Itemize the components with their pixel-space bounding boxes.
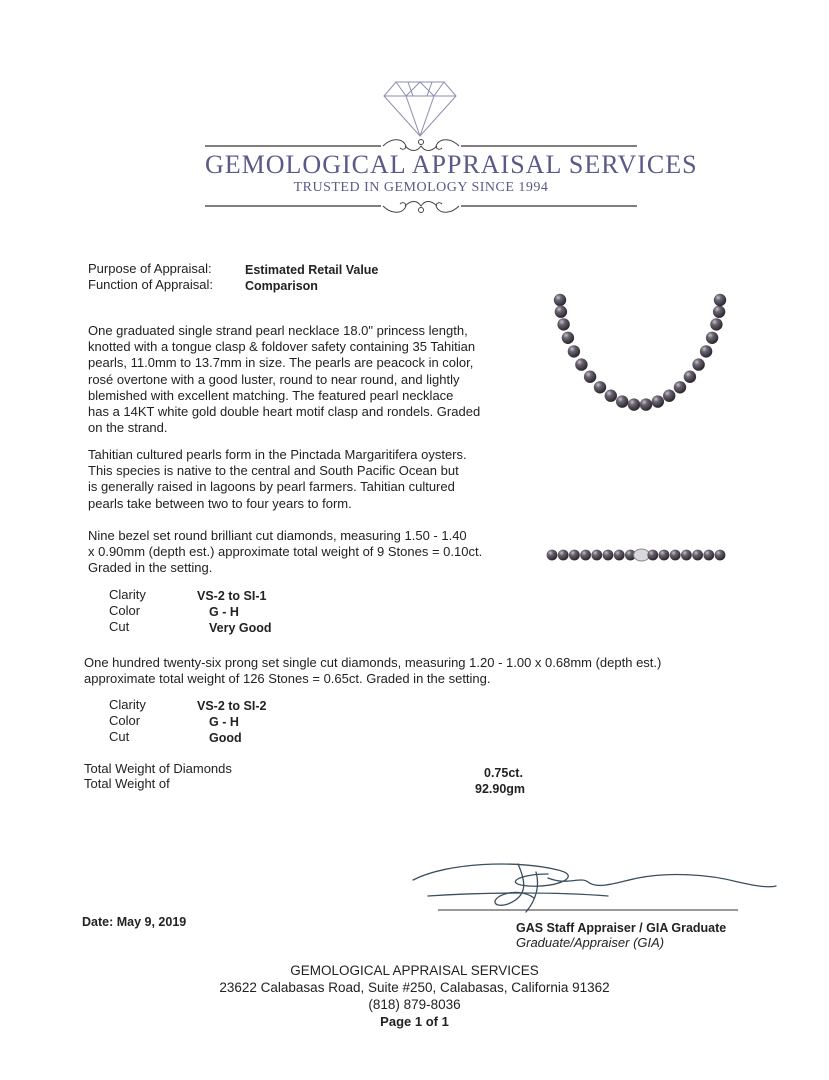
footer-address: 23622 Calabasas Road, Suite #250, Calabasas, California 91362 [219, 980, 610, 995]
info-line: This species is native to the central and South Pacific Ocean but [88, 463, 459, 479]
pearl [575, 358, 587, 370]
pearl [663, 390, 675, 402]
pearl [594, 381, 606, 393]
total-weight-label: Total Weight of [84, 776, 170, 791]
clarity-value: VS-2 to SI-2 [197, 699, 267, 713]
pearl [706, 332, 718, 344]
clasp [634, 549, 650, 561]
pearl [562, 332, 574, 344]
pearl [700, 345, 712, 357]
pearl [555, 306, 567, 318]
pearl [692, 550, 703, 561]
description-line: blemished with excellent matching. The featured pearl necklace [88, 387, 454, 403]
clarity-label: Clarity [109, 697, 146, 712]
info-line: pearls take between two to four years to form. [88, 495, 352, 511]
pearl [692, 358, 704, 370]
function-label: Function of Appraisal: [88, 277, 214, 292]
pearl [547, 550, 558, 561]
total-diamonds-value: 0.75ct. [484, 766, 523, 780]
footer [0, 962, 829, 1031]
pearl [580, 550, 591, 561]
color-label: Color [109, 713, 141, 728]
pearl [640, 398, 652, 410]
pearl [584, 371, 596, 383]
cut-value: Very Good [209, 621, 272, 635]
appraiser-title: GAS Staff Appraiser / GIA Graduate [516, 921, 727, 935]
pearl [605, 390, 617, 402]
info-line: Tahitian cultured pearls form in the Pinctada Margaritifera oysters. [88, 447, 467, 462]
diamond-line: x 0.90mm (depth est.) approximate total weight of 9 Stones = 0.10ct. [88, 544, 483, 560]
pearl [659, 550, 670, 561]
pearl [568, 345, 580, 357]
pearl [558, 550, 569, 561]
pearl [714, 294, 726, 306]
function-value: Comparison [245, 279, 318, 293]
bottom-ornament-rule [205, 196, 637, 216]
purpose-value: Estimated Retail Value [245, 263, 379, 277]
diamond-line: approximate total weight of 126 Stones = 0.65ct. Graded in the setting. [84, 671, 491, 687]
prong-diamonds-description [84, 655, 724, 687]
description-line: pearls, 11.0mm to 13.7mm in size. The pearls are peacock in color, [88, 355, 474, 371]
pearl-description [88, 323, 528, 436]
bezel-diamonds-description [88, 528, 528, 577]
appraisal-date: Date: May 9, 2019 [82, 915, 187, 929]
description-line: has a 14KT white gold double heart motif clasp and rondels. Graded [88, 404, 481, 420]
cut-label: Cut [109, 729, 130, 744]
pearl [616, 395, 628, 407]
diamond-line: Nine bezel set round brilliant cut diamonds, measuring 1.50 - 1.40 [88, 528, 467, 543]
color-value: G - H [209, 715, 239, 729]
pearl [557, 318, 569, 330]
footer-phone: (818) 879-8036 [368, 997, 461, 1012]
clarity-value: VS-2 to SI-1 [197, 589, 267, 603]
description-line: knotted with a tongue clasp & foldover safety containing 35 Tahitian [88, 339, 476, 355]
pearl [591, 550, 602, 561]
pearl [628, 398, 640, 410]
pearl [715, 550, 726, 561]
color-value: G - H [209, 605, 239, 619]
diamond-line: Graded in the setting. [88, 560, 213, 576]
pearl [554, 294, 566, 306]
signature-image [408, 852, 788, 918]
company-tagline: TRUSTED IN GEMOLOGY SINCE 1994 [293, 180, 549, 195]
company-name: GEMOLOGICAL APPRAISAL SERVICES [205, 150, 698, 179]
total-weight-value: 92.90gm [475, 782, 526, 796]
diamond-icon [380, 78, 460, 138]
description-line: One graduated single strand pearl necklace 18.0" princess length, [88, 323, 468, 338]
description-line: on the strand. [88, 420, 168, 436]
purpose-label: Purpose of Appraisal: [88, 261, 212, 276]
clarity-label: Clarity [109, 587, 146, 602]
pearl [652, 395, 664, 407]
pearl [713, 306, 725, 318]
pearl [670, 550, 681, 561]
pearl [710, 318, 722, 330]
cut-value: Good [209, 731, 242, 745]
clasp-photo [540, 540, 740, 570]
pearl [703, 550, 714, 561]
info-line: is generally raised in lagoons by pearl farmers. Tahitian cultured [88, 479, 455, 495]
pearl [614, 550, 625, 561]
pearl [647, 550, 658, 561]
cut-label: Cut [109, 619, 130, 634]
necklace-photo [540, 290, 740, 440]
pearl [684, 371, 696, 383]
pearl [569, 550, 580, 561]
pearl [674, 381, 686, 393]
tahitian-info [88, 447, 528, 512]
total-diamonds-label: Total Weight of Diamonds [84, 761, 232, 776]
diamond-line: One hundred twenty-six prong set single cut diamonds, measuring 1.20 - 1.00 x 0.68mm (depth est.) [84, 655, 662, 670]
pearl [603, 550, 614, 561]
letterhead [0, 0, 829, 220]
footer-page: Page 1 of 1 [380, 1014, 449, 1029]
footer-company: GEMOLOGICAL APPRAISAL SERVICES [290, 963, 539, 978]
appraiser-subtitle: Graduate/Appraiser (GIA) [516, 935, 665, 950]
description-line: rosé overtone with a good luster, round to near round, and lightly [88, 371, 460, 387]
pearl [681, 550, 692, 561]
color-label: Color [109, 603, 141, 618]
